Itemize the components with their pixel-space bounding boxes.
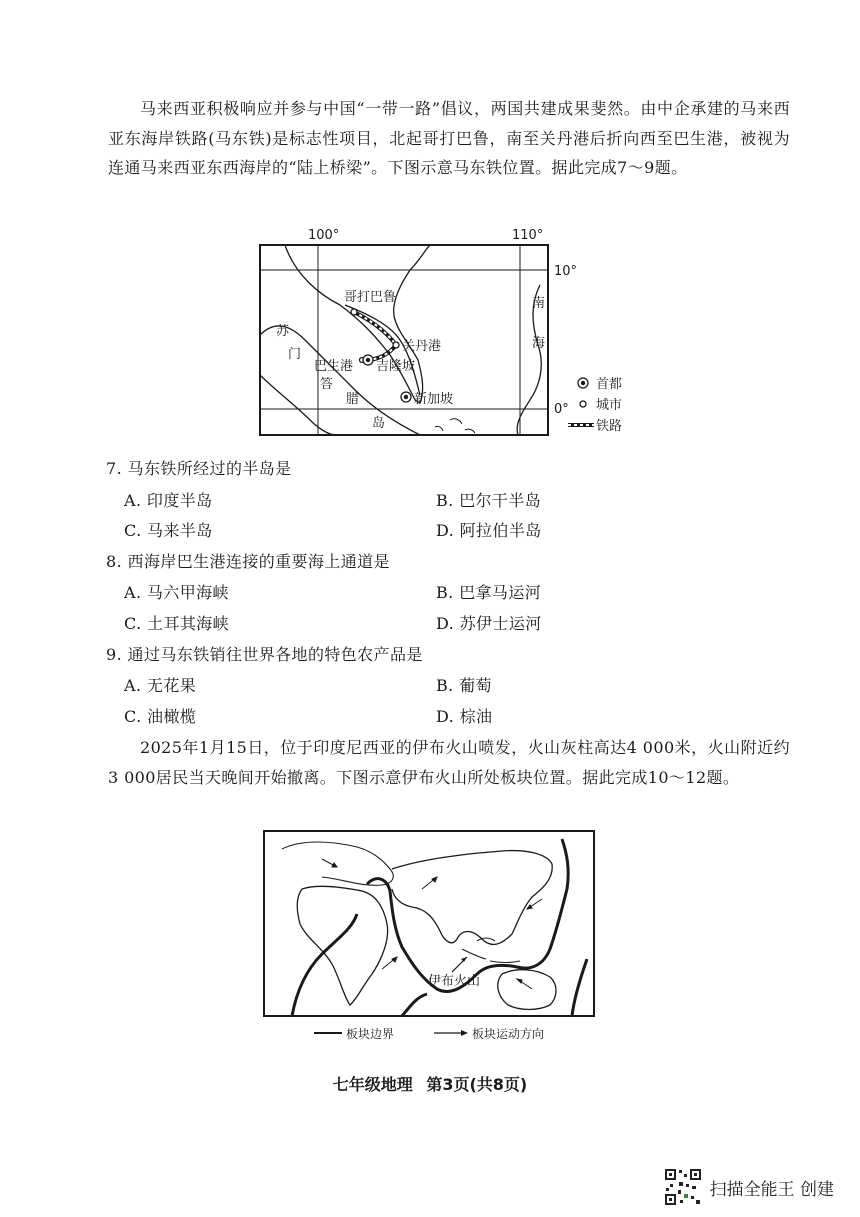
kota-bharu-city-icon bbox=[351, 309, 357, 315]
question-7-option-d[interactable]: D. 阿拉伯半岛 bbox=[436, 521, 542, 540]
question-8-stem: 8. 西海岸巴生港连接的重要海上通道是 bbox=[106, 552, 390, 571]
question-8-option-b[interactable]: B. 巴拿马运河 bbox=[436, 583, 542, 602]
legend-capital-label: 首都 bbox=[596, 377, 623, 392]
intro-paragraph-1: 马来西亚积极响应并参与中国“一带一路”倡议，两国共建成果斐然。由中企承建的马来西亚东海岸铁路(马东铁)是标志性项目，北起哥打巴鲁，南至关丹港后折向西至巴生港，被视为连通马来西亚东西海岸的“陆上桥梁”。下图示意马东铁位置。据此完成7～9题。 bbox=[108, 99, 790, 177]
volcano-label: 伊布火山 bbox=[428, 974, 481, 989]
question-9-stem: 9. 通过马东铁销往世界各地的特色农产品是 bbox=[106, 645, 423, 664]
sumatra-label-5: 岛 bbox=[372, 416, 386, 431]
legend-city-icon bbox=[580, 401, 586, 407]
page-footer bbox=[0, 1072, 860, 1095]
kuala-lumpur-label: 吉隆坡 bbox=[376, 359, 416, 374]
footer-subject: 七年级地理 bbox=[332, 1075, 413, 1094]
legend-railway-label: 铁路 bbox=[596, 419, 623, 434]
scanner-brand bbox=[664, 1168, 834, 1206]
question-7-option-b[interactable]: B. 巴尔干半岛 bbox=[436, 491, 542, 510]
south-sea-label-2: 海 bbox=[532, 336, 546, 351]
lat-10-label: 10° bbox=[554, 264, 578, 279]
kota-bharu-label: 哥打巴鲁 bbox=[344, 290, 397, 305]
lon-110-label: 110° bbox=[512, 228, 544, 243]
lat-0-label: 0° bbox=[554, 402, 569, 417]
malaysia-railway-map bbox=[250, 225, 650, 440]
legend-motion-label: 板块运动方向 bbox=[472, 1027, 545, 1041]
kuantan-label: 关丹港 bbox=[402, 339, 442, 354]
question-9-option-d[interactable]: D. 棕油 bbox=[436, 707, 493, 726]
scanner-brand-label: 扫描全能王 创建 bbox=[709, 1179, 834, 1200]
question-9-option-c[interactable]: C. 油橄榄 bbox=[124, 707, 197, 726]
port-klang-label: 巴生港 bbox=[314, 359, 354, 374]
intro-paragraph-2: 2025年1月15日，位于印度尼西亚的伊布火山喷发，火山灰柱高达4 000米，火山附近约3 000居民当天晚间开始撤离。下图示意伊布火山所处板块位置。据此完成10～12题。 bbox=[108, 738, 790, 787]
legend-boundary-label: 板块边界 bbox=[346, 1027, 395, 1041]
legend-city-label: 城市 bbox=[596, 398, 623, 413]
lon-100-label: 100° bbox=[308, 228, 340, 243]
south-sea-label-1: 南 bbox=[532, 296, 546, 311]
plate-boundary-map bbox=[262, 829, 602, 1045]
footer-page-number: 第3页(共8页) bbox=[426, 1075, 528, 1094]
question-9-option-b[interactable]: B. 葡萄 bbox=[436, 676, 492, 695]
question-8-option-a[interactable]: A. 马六甲海峡 bbox=[124, 583, 229, 602]
question-7-stem: 7. 马东铁所经过的半岛是 bbox=[106, 459, 292, 478]
question-7-option-a[interactable]: A. 印度半岛 bbox=[124, 491, 213, 510]
kuantan-city-icon bbox=[393, 342, 399, 348]
sumatra-label-1: 苏 bbox=[276, 324, 290, 339]
singapore-label: 新加坡 bbox=[414, 392, 454, 407]
question-8-option-c[interactable]: C. 土耳其海峡 bbox=[124, 614, 230, 633]
qr-code-icon bbox=[664, 1168, 702, 1206]
question-7-option-c[interactable]: C. 马来半岛 bbox=[124, 521, 213, 540]
question-9-option-a[interactable]: A. 无花果 bbox=[124, 676, 197, 695]
question-8-option-d[interactable]: D. 苏伊士运河 bbox=[436, 614, 542, 633]
sumatra-label-4: 腊 bbox=[346, 392, 360, 407]
sumatra-label-3: 答 bbox=[320, 377, 334, 392]
sumatra-label-2: 门 bbox=[288, 347, 302, 362]
